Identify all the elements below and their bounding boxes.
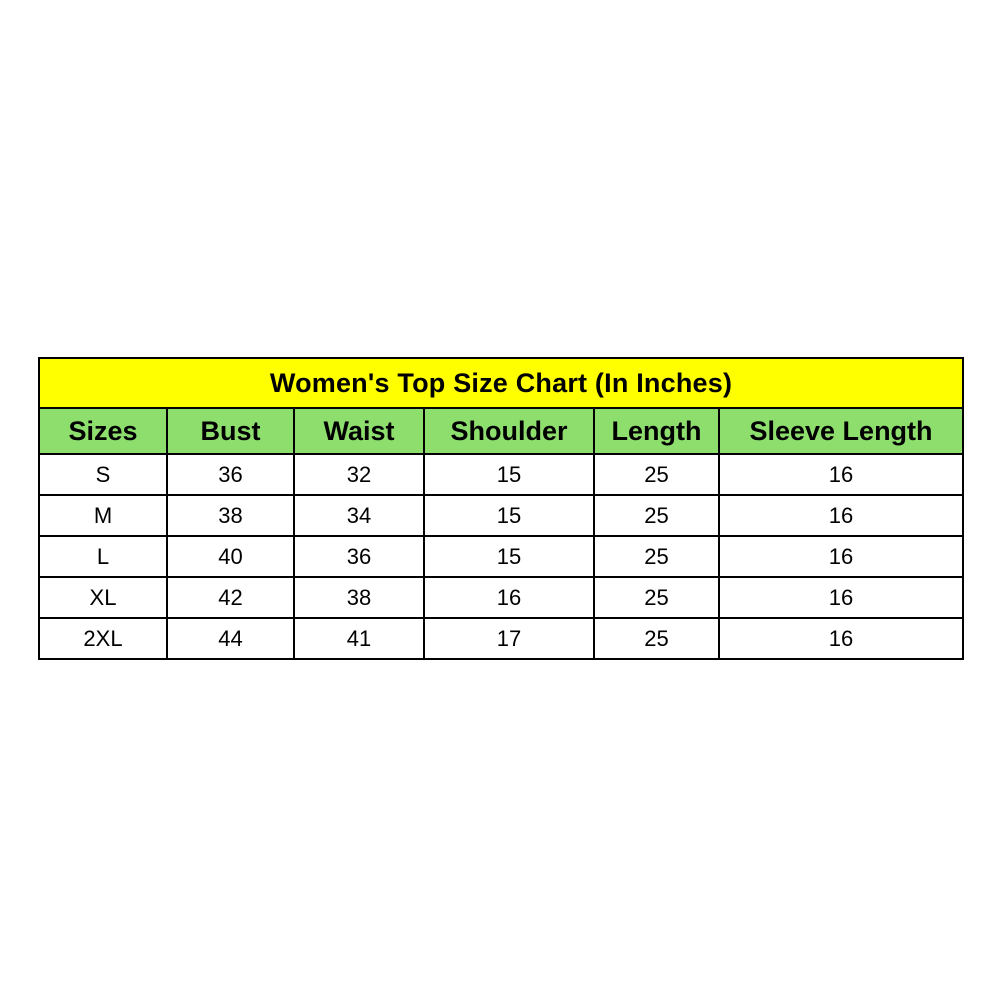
cell-sleeve-length: 16 (719, 454, 963, 495)
column-header-shoulder: Shoulder (424, 408, 594, 454)
table-title-row (39, 358, 963, 408)
table-row (39, 577, 963, 618)
cell-bust: 44 (167, 618, 294, 659)
cell-sleeve-length: 16 (719, 577, 963, 618)
cell-length: 25 (594, 577, 719, 618)
column-header-bust: Bust (167, 408, 294, 454)
cell-length: 25 (594, 536, 719, 577)
cell-length: 25 (594, 618, 719, 659)
cell-size: 2XL (39, 618, 167, 659)
cell-sleeve-length: 16 (719, 536, 963, 577)
cell-waist: 34 (294, 495, 424, 536)
chart-title: Women's Top Size Chart (In Inches) (39, 358, 963, 408)
cell-size: XL (39, 577, 167, 618)
table-row (39, 536, 963, 577)
column-header-length: Length (594, 408, 719, 454)
cell-sleeve-length: 16 (719, 618, 963, 659)
cell-size: M (39, 495, 167, 536)
cell-length: 25 (594, 454, 719, 495)
cell-bust: 40 (167, 536, 294, 577)
cell-sleeve-length: 16 (719, 495, 963, 536)
cell-waist: 41 (294, 618, 424, 659)
cell-waist: 32 (294, 454, 424, 495)
cell-length: 25 (594, 495, 719, 536)
cell-waist: 36 (294, 536, 424, 577)
table-row (39, 618, 963, 659)
cell-shoulder: 16 (424, 577, 594, 618)
cell-shoulder: 17 (424, 618, 594, 659)
cell-shoulder: 15 (424, 536, 594, 577)
table-row (39, 454, 963, 495)
cell-bust: 36 (167, 454, 294, 495)
cell-size: L (39, 536, 167, 577)
size-chart-table (38, 357, 964, 660)
column-header-sleeve-length: Sleeve Length (719, 408, 963, 454)
cell-shoulder: 15 (424, 454, 594, 495)
cell-bust: 38 (167, 495, 294, 536)
cell-waist: 38 (294, 577, 424, 618)
column-header-sizes: Sizes (39, 408, 167, 454)
cell-shoulder: 15 (424, 495, 594, 536)
cell-size: S (39, 454, 167, 495)
size-chart-container (38, 357, 962, 660)
table-header-row (39, 408, 963, 454)
cell-bust: 42 (167, 577, 294, 618)
column-header-waist: Waist (294, 408, 424, 454)
table-row (39, 495, 963, 536)
